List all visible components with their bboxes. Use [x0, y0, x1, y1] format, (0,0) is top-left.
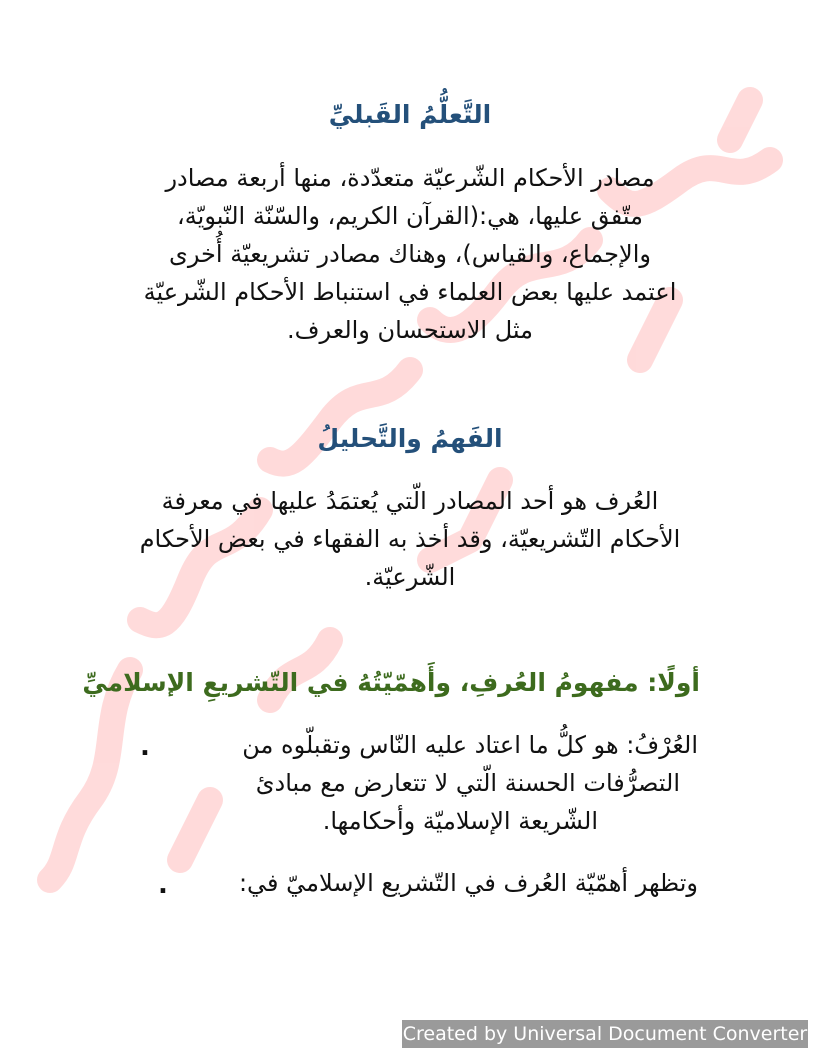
converter-footer-banner: Created by Universal Document Converter	[402, 1020, 808, 1048]
paragraph-line: اعتمد عليها بعض العلماء في استنباط الأحكام الشّرعيّة	[143, 278, 677, 306]
paragraph-line: الشّرعيّة.	[364, 563, 456, 591]
section-heading-understanding-analysis: الفَهمُ والتَّحليلُ	[317, 424, 503, 453]
bullet-urf-definition	[170, 726, 698, 840]
bullet-line-text: الشّريعة الإسلاميّة وأحكامها.	[322, 807, 598, 835]
paragraph-line: مثل الاستحسان والعرف.	[287, 316, 533, 344]
bullet-marker: .	[140, 732, 150, 762]
section-heading-prior-learning: التَّعلُّمُ القَبليِّ	[328, 100, 492, 129]
paragraph-line: متّفق عليها، هي:(القرآن الكريم، والسّنّة النّبويّة،	[177, 202, 643, 230]
prior-learning-paragraph	[60, 159, 760, 349]
section-heading-concept-of-urf: أولًا: مفهومُ العُرفِ، وأَهمّيّتُهُ في التّشريعِ الإسلاميِّ	[82, 668, 700, 697]
paragraph-line: العُرف هو أحد المصادر الّتي يُعتمَدُ عليها في معرفة	[161, 487, 659, 515]
bullet-line-text: التصرُّفات الحسنة الّتي لا تتعارض مع مبادئ	[255, 769, 680, 797]
understanding-paragraph	[60, 482, 760, 596]
paragraph-line: مصادر الأحكام الشّرعيّة متعدّدة، منها أربعة مصادر	[165, 164, 655, 192]
bullet-line-text: العُرْفُ: هو كلُّ ما اعتاد عليه النّاس وتقبلّوه من	[242, 731, 698, 759]
paragraph-line: الأحكام التّشريعيّة، وقد أخذ به الفقهاء في بعض الأحكام	[139, 525, 681, 553]
bullet-urf-importance: وتظهر أهمّيّة العُرف في التّشريع الإسلاميّ في:	[238, 869, 698, 897]
bullet-marker: .	[158, 870, 168, 900]
paragraph-line: والإجماع، والقياس)، وهناك مصادر تشريعيّة أُخرى	[169, 240, 651, 268]
